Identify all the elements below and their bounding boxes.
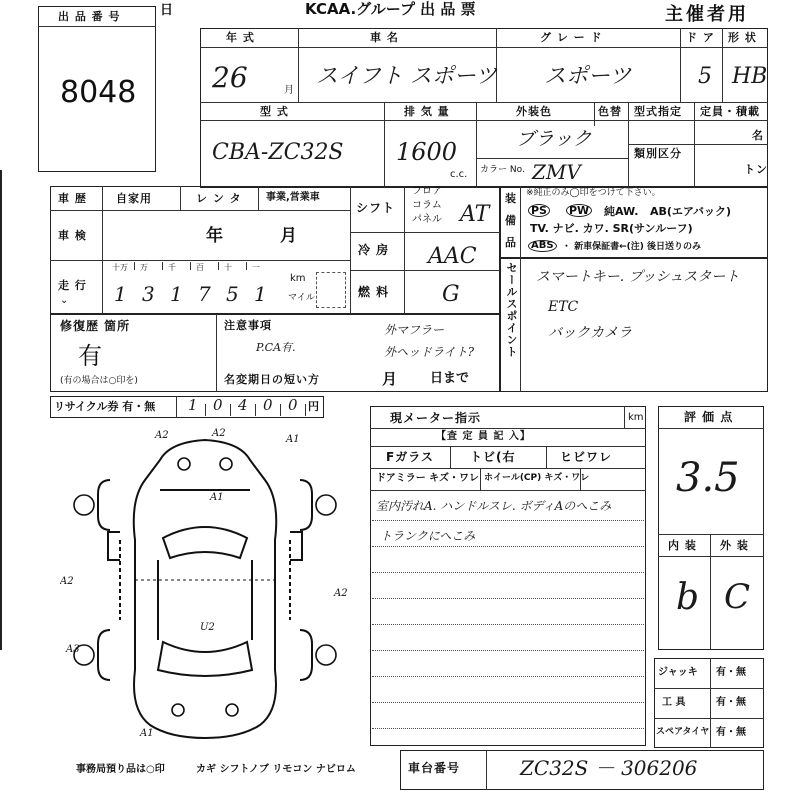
mileage-digit: 7	[198, 282, 211, 306]
equip-abs[interactable]: ABS	[528, 240, 557, 252]
inspector-section-label: 【査 定 員 記 入】	[436, 431, 531, 442]
rating-label: 評 価 点	[684, 410, 734, 424]
equipment-label-3: 品	[505, 236, 517, 249]
mileage-digit-label: 万	[140, 263, 148, 272]
equipment-note: ※純正のみ◯印をつけて下さい。	[526, 188, 661, 198]
mileage-digit: 1	[114, 282, 127, 306]
equipment-label-1: 装	[505, 192, 517, 205]
mileage-digit-label: 十万	[112, 263, 128, 272]
shape-value: HB	[732, 64, 768, 89]
recycle-label: リサイクル券 有・無	[54, 400, 156, 413]
caution-item-1: P.CA有.	[256, 341, 296, 354]
caution-item-3: 外ヘッドライト?	[384, 345, 475, 359]
equip-airbag[interactable]: AB(エアバック)	[650, 205, 732, 218]
displacement-value: 1600	[396, 138, 458, 166]
caution-item-2: 外マフラー	[384, 323, 445, 337]
mark-front-left: A2	[155, 430, 169, 441]
fuel-value: G	[442, 282, 460, 307]
km-unit: km	[290, 273, 306, 284]
sales-point-3: バックカメラ	[548, 325, 632, 341]
recycle-digit: 0	[263, 396, 273, 414]
ac-label: 冷 房	[358, 243, 390, 257]
mileage-digit: 1	[254, 282, 267, 306]
chassis-value: ZC32S － 306206	[520, 756, 698, 780]
recycle-unit: 円	[308, 400, 320, 413]
door-value: 5	[698, 64, 712, 89]
mileage-digit: 5	[226, 282, 239, 306]
shift-column[interactable]: コラム	[412, 200, 442, 211]
glass-crack[interactable]: ヒビワレ	[560, 450, 613, 464]
mileage-digit-label: 百	[196, 263, 204, 272]
mark-roof: U2	[200, 622, 215, 633]
tons-unit: トン	[744, 163, 768, 176]
recycle-digit: 1	[188, 396, 198, 414]
model-label: 型 式	[260, 105, 289, 118]
mileage-digit: 1	[170, 282, 183, 306]
accessory-jack-value[interactable]: 有・無	[716, 667, 746, 678]
mark-rear-left: A3	[66, 644, 80, 655]
caution-label: 注意事項	[224, 319, 272, 332]
accessory-jack: ジャッキ	[658, 667, 698, 678]
accessory-spare-value[interactable]: 有・無	[716, 727, 746, 738]
category-label: 類別区分	[634, 147, 682, 160]
history-label: 車 歴	[58, 192, 87, 205]
interior-label: 内 装	[668, 539, 697, 552]
equip-row3: ・ 新車保証書←(注) 後日送りのみ	[562, 242, 702, 252]
inspection-month-unit: 月	[280, 226, 297, 246]
door-label: ド ア	[686, 31, 715, 44]
exterior-label: 外 装	[720, 539, 749, 552]
shift-floor[interactable]: フロア	[412, 186, 442, 197]
shift-panel[interactable]: パネル	[412, 214, 442, 225]
inspection-label: 車 検	[58, 229, 87, 242]
office-items: カギ シフトノブ リモコン ナビロム	[196, 764, 356, 775]
ext-color-value: ブラック	[516, 128, 592, 150]
day-mark: 日	[160, 3, 175, 18]
mark-front-right: A1	[286, 434, 300, 445]
repair-label: 修復歴 箇所	[60, 319, 131, 333]
car-damage-diagram	[60, 420, 350, 750]
lot-number-label: 出 品 番 号	[58, 10, 121, 23]
shift-value: AT	[460, 202, 490, 227]
history-private[interactable]: 自家用	[116, 192, 152, 205]
mark-right-side: A2	[334, 588, 348, 599]
year-month-unit: 月	[284, 85, 294, 96]
persons-unit: 名	[752, 129, 764, 142]
ext-color-label: 外装色	[516, 105, 552, 118]
car-name-label: 車 名	[370, 31, 399, 44]
accessory-spare: スペアタイヤ	[656, 727, 710, 737]
fuel-label: 燃 料	[358, 285, 390, 299]
equip-pw[interactable]: PW	[566, 204, 592, 217]
mile-unit: マイル	[288, 293, 315, 303]
form-title: KCAA.グループ 出 品 票	[305, 0, 476, 18]
mileage-digit-label: 千	[168, 263, 176, 272]
organizer-label: 主催者用	[665, 4, 749, 25]
mileage-digit-label: 十	[224, 263, 232, 272]
mark-front-center: A2	[212, 428, 226, 439]
equip-row2[interactable]: TV. ナビ. カワ. SR(サンルーフ)	[530, 222, 693, 235]
inspector-note-2: トランクにへこみ	[380, 529, 476, 543]
meter-km-unit: km	[628, 412, 644, 423]
grade-label: グ レ ー ド	[540, 31, 603, 44]
color-no-label: カラー No.	[480, 165, 525, 175]
wheel-label[interactable]: ホイール(CP) キズ・ワレ	[484, 473, 590, 483]
sales-points-label: セールスポイント	[505, 262, 518, 358]
ac-value: AAC	[428, 244, 477, 269]
mark-rear: A1	[140, 728, 154, 739]
recycle-digit: 0	[213, 396, 223, 414]
equip-ps[interactable]: PS	[528, 204, 550, 217]
mirror-label[interactable]: ドアミラー キズ・ワレ	[376, 473, 479, 484]
grade-value: スポーツ	[544, 64, 632, 89]
shape-label: 形 状	[728, 31, 757, 44]
repair-value: 有	[78, 342, 102, 370]
sales-point-2: ETC	[548, 299, 579, 315]
equipment-label-2: 備	[505, 214, 517, 227]
color-change-label: 色替	[598, 105, 622, 118]
sales-point-1: スマートキー. プッシュスタート	[536, 269, 740, 285]
repair-note: (有の場合は○印を)	[60, 376, 138, 386]
capacity-label: 定員・積載	[700, 105, 760, 118]
lot-number-value: 8048	[60, 75, 137, 110]
year-value: 26	[212, 61, 248, 94]
cc-unit: c.c.	[450, 169, 468, 180]
expiry-label: 名変期日の短い方	[224, 373, 320, 386]
model-value: CBA-ZC32S	[212, 140, 344, 165]
displacement-label: 排 気 量	[404, 105, 450, 118]
mile-checkbox[interactable]	[316, 272, 346, 308]
recycle-digit: 0	[288, 396, 298, 414]
color-no-value: ZMV	[532, 160, 581, 184]
exterior-value: C	[724, 577, 751, 617]
interior-value: b	[676, 577, 700, 618]
mileage-digit: 3	[142, 282, 155, 306]
mark-left-side: A2	[60, 576, 74, 587]
office-note: 事務局預り品は○印	[76, 764, 165, 775]
shift-label: シフト	[356, 201, 396, 215]
history-rental[interactable]: レ ン タ	[196, 192, 242, 205]
type-cert-label: 型式指定	[634, 105, 682, 118]
mileage-label: 走 行	[58, 279, 87, 292]
meter-label: 現メーター指示	[390, 411, 482, 425]
inspector-note-1: 室内汚れA. ハンドルスレ. ボディAのへこみ	[376, 499, 612, 513]
car-name-value: スイフト スポーツ	[316, 64, 498, 89]
expiry-month-unit: 月	[382, 370, 398, 388]
history-business[interactable]: 事業,営業車	[266, 192, 320, 203]
chassis-label: 車台番号	[408, 761, 461, 775]
accessory-tools-value[interactable]: 有・無	[716, 697, 746, 708]
glass-label[interactable]: Fガラス	[386, 450, 434, 464]
glass-chip[interactable]: トビ(右	[470, 450, 516, 464]
expiry-day-unit: 日まで	[430, 371, 470, 386]
mark-hood: A1	[210, 492, 224, 503]
mileage-caret: ⌄	[60, 295, 69, 306]
mileage-digit-label: 一	[252, 263, 260, 272]
rating-value: 3.5	[676, 455, 740, 501]
recycle-digit: 4	[238, 396, 248, 414]
year-label: 年 式	[226, 31, 255, 44]
accessory-tools: 工 具	[662, 697, 686, 708]
inspection-year-unit: 年	[206, 226, 223, 246]
equip-aw[interactable]: 純AW.	[604, 205, 639, 218]
